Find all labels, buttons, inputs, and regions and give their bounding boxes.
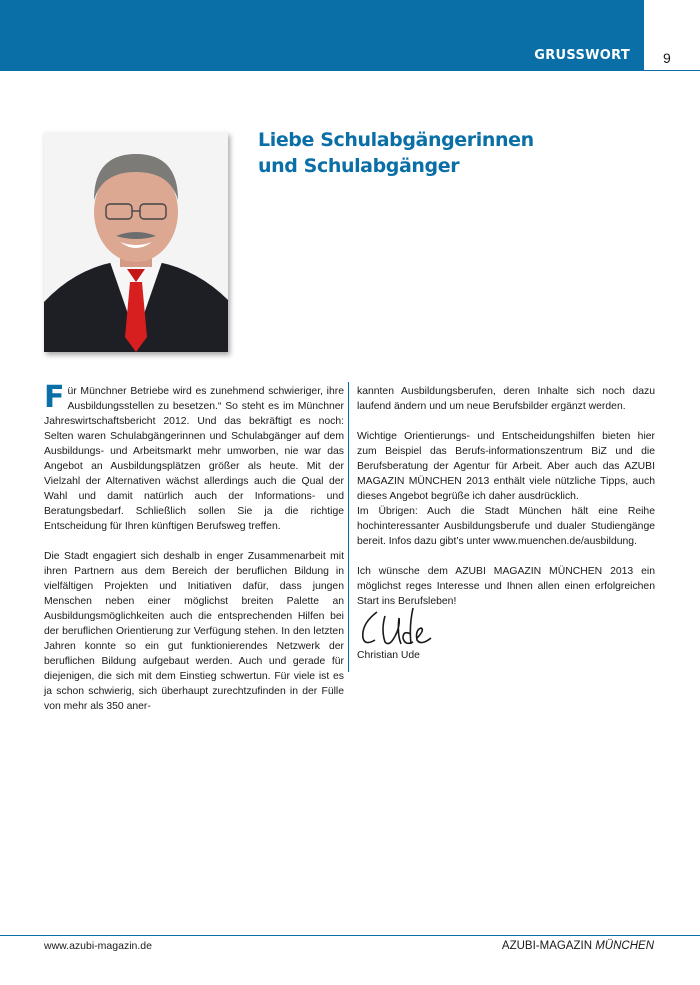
footer-brand-city: MÜNCHEN bbox=[595, 940, 654, 952]
section-label: GRUSSWORT bbox=[534, 48, 630, 63]
paragraph bbox=[357, 429, 655, 549]
page-number: 9 bbox=[663, 50, 671, 66]
paragraph-text: ür Münchner Betriebe wird es zunehmend schwieriger, ihre Ausbildungsstellen zu besetzen.“ So steht es im Münchner Jahreswirtschaftsbericht 2012. Und das bekräftigt es noch: Selten waren Schulabgängerinnen und Schulabgänger auf dem Ausbildungs- und Arbeitsmarkt mehr umworben, nie war das Angebot an Ausbildungsplätzen größer als heute. Mit der Vielzahl der Alternativen wächst allerdings auch die Qual der Wahl und damit natürlich auch der Informations- und Beratungsbedarf. Schließlich sollen Sie ja die richtige Entscheidung für Ihren künftigen Berufsweg treffen. bbox=[44, 386, 344, 532]
paragraph-text: Im Übrigen: Auch die Stadt München hält eine Reihe hochinteressanter Ausbildungsberufe und dualer Studiengänge bereit. Infos dazu gibt’s unter www.muenchen.de/ausbildung. bbox=[357, 506, 655, 547]
header-band bbox=[0, 0, 644, 40]
article-title-line1: Liebe Schulabgängerinnen bbox=[258, 129, 534, 151]
text-column-left bbox=[44, 380, 344, 729]
paragraph: Ich wünsche dem AZUBI MAGAZIN MÜNCHEN 2013 ein möglichst reges Interesse und Ihnen allen einen erfolgreichen Start ins Berufsleben! bbox=[357, 566, 655, 607]
footer-brand bbox=[502, 940, 654, 952]
page-number-rule bbox=[644, 70, 700, 71]
paragraph-text: Wichtige Orientierungs- und Entscheidungshilfen bieten hier zum Beispiel das Berufs-informationszentrum BiZ und die Berufsberatung der Agentur für Arbeit. Aber auch das AZUBI MAGAZIN MÜNCHEN 2013 enthält viele nützliche Tipps, auch dieses Angebot begrüße ich daher ausdrücklich. bbox=[357, 431, 655, 502]
footer-rule bbox=[0, 935, 700, 936]
article-title bbox=[258, 127, 534, 179]
section-bar bbox=[0, 40, 644, 71]
paragraph bbox=[44, 380, 344, 534]
footer-brand-main: AZUBI-MAGAZIN bbox=[501, 940, 593, 952]
handwritten-signature bbox=[357, 604, 437, 650]
portrait-illustration bbox=[44, 132, 228, 352]
signer-name: Christian Ude bbox=[357, 650, 420, 661]
paragraph: kannten Ausbildungsberufen, deren Inhalte sich noch dazu laufend ändern und um neue Berufsbilder ergänzt werden. bbox=[357, 386, 655, 412]
dropcap: F bbox=[44, 380, 65, 415]
column-divider bbox=[348, 382, 349, 672]
text-column-right bbox=[357, 384, 655, 624]
footer-url[interactable]: www.azubi-magazin.de bbox=[44, 940, 152, 952]
article-title-line2: und Schulabgänger bbox=[258, 155, 460, 177]
header-band-gap bbox=[644, 0, 700, 40]
portrait-photo bbox=[44, 132, 228, 352]
paragraph: Die Stadt engagiert sich deshalb in enger Zusammenarbeit mit ihren Partnern aus dem Bereich der beruflichen Bildung in vielfältigen Projekten und Initiativen dafür, dass jungen Menschen neben einer möglichst breiten Palette an Ausbildungsmöglichkeiten auch die entsprechenden Hilfen bei der beruflichen Orientierung zur Verfügung stehen. In den letzten Jahren konnte so ein gut funktionierendes Netzwerk der beruflichen Bildung aufgebaut werden. Auch und gerade für diejenigen, die sich mit dem Einstieg schwertun. Für viele ist es ja schon schwierig, sich überhaupt zurechtzufinden in der Fülle von mehr als 350 aner- bbox=[44, 551, 344, 712]
